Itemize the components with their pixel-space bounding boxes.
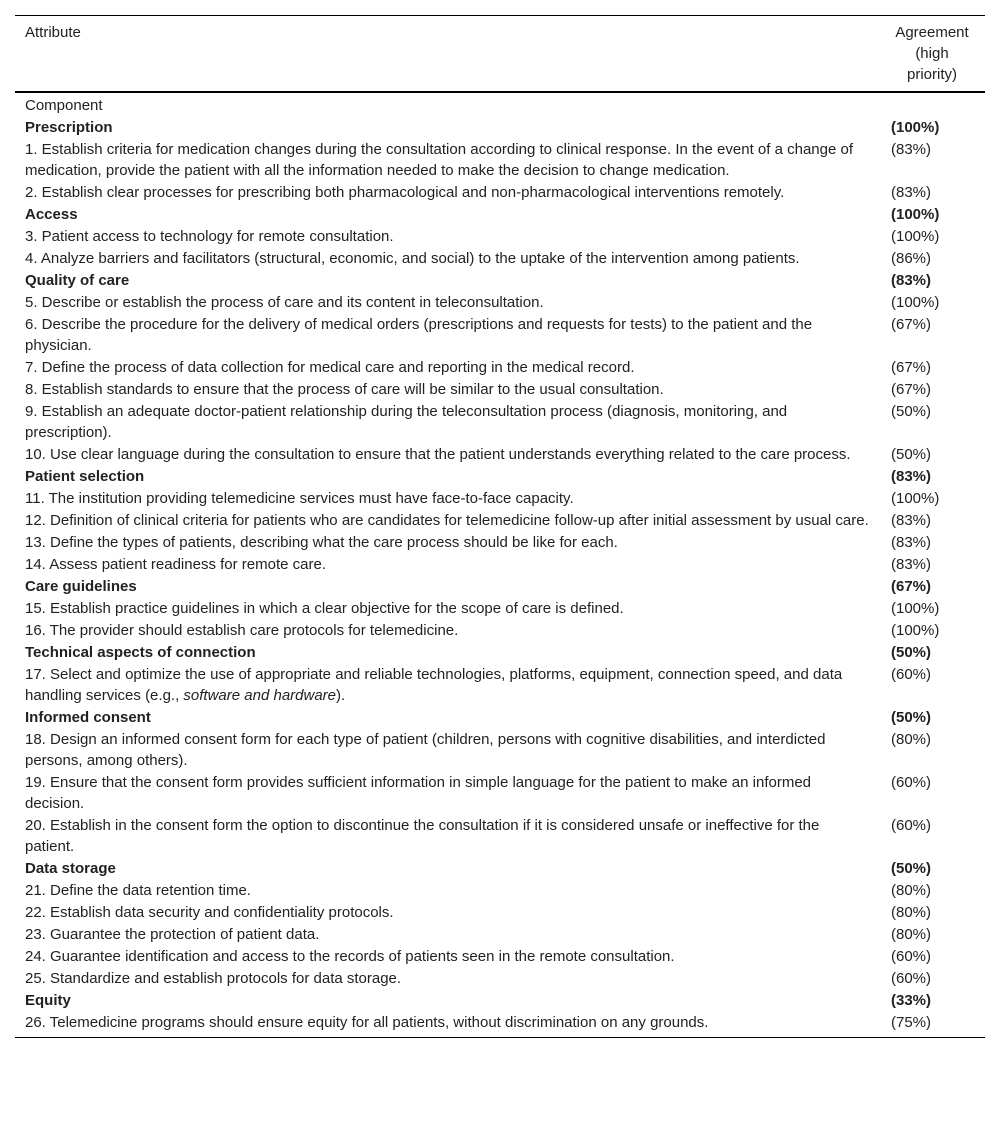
section-row bbox=[15, 989, 985, 1011]
attribute-text: 6. Describe the procedure for the delivery of medical orders (prescriptions and requests for tests) to the patient and the physician. bbox=[25, 316, 813, 354]
attribute-text-part: 17. Select and optimize the use of appropriate and reliable technologies, platforms, equipment, connection speed, and data handling services (e.g., bbox=[25, 666, 843, 704]
table-row bbox=[15, 531, 985, 553]
attribute-text: 8. Establish standards to ensure that the process of care will be similar to the usual consultation. bbox=[25, 381, 664, 398]
section-row bbox=[15, 575, 985, 597]
table-row bbox=[15, 378, 985, 400]
agreement-value: (100%) bbox=[891, 622, 940, 639]
attribute-text: 4. Analyze barriers and facilitators (structural, economic, and social) to the uptake of the intervention among patients. bbox=[25, 250, 800, 267]
attribute-text-part: ). bbox=[336, 687, 346, 704]
section-agreement-value: (50%) bbox=[891, 644, 932, 661]
attribute-text: 2. Establish clear processes for prescribing both pharmacological and non-pharmacological interventions remotely. bbox=[25, 184, 785, 201]
agreement-value: (80%) bbox=[891, 882, 932, 899]
table-row bbox=[15, 400, 985, 443]
table-header bbox=[15, 16, 985, 93]
section-title: Patient selection bbox=[25, 468, 145, 485]
table-row bbox=[15, 553, 985, 575]
agreement-value: (100%) bbox=[891, 294, 940, 311]
component-value bbox=[881, 92, 985, 116]
table-row bbox=[15, 225, 985, 247]
agreement-value: (67%) bbox=[891, 381, 932, 398]
section-agreement-value: (50%) bbox=[891, 860, 932, 877]
table-row bbox=[15, 313, 985, 356]
attribute-text: 13. Define the types of patients, describing what the care process should be like for each. bbox=[25, 534, 618, 551]
table-row bbox=[15, 814, 985, 857]
component-row bbox=[15, 92, 985, 116]
agreement-value: (83%) bbox=[891, 556, 932, 573]
attribute-text: 12. Definition of clinical criteria for patients who are candidates for telemedicine follow-up after initial assessment by usual care. bbox=[25, 512, 869, 529]
agreement-value: (83%) bbox=[891, 141, 932, 158]
attribute-text: 11. The institution providing telemedicine services must have face-to-face capacity. bbox=[25, 490, 574, 507]
table-row bbox=[15, 597, 985, 619]
attribute-text-italic: software and hardware bbox=[183, 687, 337, 704]
table-row bbox=[15, 663, 985, 706]
section-agreement-value: (100%) bbox=[891, 119, 940, 136]
section-agreement-value: (83%) bbox=[891, 468, 932, 485]
table-row bbox=[15, 1011, 985, 1038]
agreement-value: (83%) bbox=[891, 534, 932, 551]
section-row bbox=[15, 857, 985, 879]
agreement-value: (100%) bbox=[891, 490, 940, 507]
table-row bbox=[15, 967, 985, 989]
attribute-header-label: Attribute bbox=[25, 24, 81, 41]
attribute-text: 18. Design an informed consent form for each type of patient (children, persons with cognitive disabilities, and interdicted persons, among others). bbox=[25, 731, 826, 769]
agreement-value: (75%) bbox=[881, 1011, 985, 1038]
agreement-value: (100%) bbox=[891, 600, 940, 617]
column-header-attribute bbox=[15, 16, 881, 93]
table-row bbox=[15, 138, 985, 181]
table-row bbox=[15, 923, 985, 945]
section-title: Equity bbox=[25, 992, 71, 1009]
agreement-value: (80%) bbox=[891, 904, 932, 921]
table-row bbox=[15, 901, 985, 923]
table-row bbox=[15, 945, 985, 967]
section-title: Quality of care bbox=[25, 272, 130, 289]
agreement-value: (60%) bbox=[891, 970, 932, 987]
attribute-text: 14. Assess patient readiness for remote care. bbox=[25, 556, 326, 573]
table-row bbox=[15, 181, 985, 203]
agreement-value: (80%) bbox=[891, 926, 932, 943]
section-title: Technical aspects of connection bbox=[25, 644, 256, 661]
agreement-header-line-3: priority) bbox=[906, 66, 957, 83]
section-row bbox=[15, 641, 985, 663]
agreement-value: (83%) bbox=[891, 184, 932, 201]
agreement-value: (83%) bbox=[891, 512, 932, 529]
column-header-agreement bbox=[881, 16, 985, 93]
table-row bbox=[15, 356, 985, 378]
table-row bbox=[15, 728, 985, 771]
component-label: Component bbox=[25, 97, 103, 114]
section-row bbox=[15, 203, 985, 225]
agreement-value: (100%) bbox=[891, 228, 940, 245]
agreement-value: (80%) bbox=[891, 731, 932, 748]
table-row bbox=[15, 247, 985, 269]
table-row bbox=[15, 509, 985, 531]
section-agreement-value: (50%) bbox=[891, 709, 932, 726]
header-row bbox=[15, 16, 985, 93]
table-row bbox=[15, 879, 985, 901]
agreement-value: (60%) bbox=[891, 948, 932, 965]
agreement-header-line-1: Agreement bbox=[895, 24, 969, 41]
table-row bbox=[15, 443, 985, 465]
section-title: Informed consent bbox=[25, 709, 151, 726]
table-row bbox=[15, 487, 985, 509]
section-agreement-value: (83%) bbox=[891, 272, 932, 289]
attribute-text: 16. The provider should establish care protocols for telemedicine. bbox=[25, 622, 459, 639]
section-agreement-value: (67%) bbox=[891, 578, 932, 595]
section-title: Prescription bbox=[25, 119, 113, 136]
section-agreement-value: (33%) bbox=[891, 992, 932, 1009]
attribute-text: 23. Guarantee the protection of patient data. bbox=[25, 926, 320, 943]
attribute-text: 9. Establish an adequate doctor-patient relationship during the teleconsultation process (diagnosis, monitoring, and prescription). bbox=[25, 403, 788, 441]
agreement-header-line-2: (high bbox=[915, 45, 949, 62]
attribute-text: 24. Guarantee identification and access to the records of patients seen in the remote consultation. bbox=[25, 948, 675, 965]
attribute-text: 7. Define the process of data collection for medical care and reporting in the medical record. bbox=[25, 359, 635, 376]
table-row bbox=[15, 291, 985, 313]
section-title: Data storage bbox=[25, 860, 116, 877]
section-row bbox=[15, 116, 985, 138]
attribute-text: 5. Describe or establish the process of care and its content in teleconsultation. bbox=[25, 294, 544, 311]
attributes-table bbox=[15, 15, 985, 1038]
agreement-value: (67%) bbox=[891, 316, 932, 333]
table-row bbox=[15, 619, 985, 641]
attribute-text: 20. Establish in the consent form the option to discontinue the consultation if it is considered unsafe or ineffective for the patient. bbox=[25, 817, 820, 855]
table-row bbox=[15, 771, 985, 814]
attribute-text: 19. Ensure that the consent form provides sufficient information in simple language for the patient to make an informed decision. bbox=[25, 774, 811, 812]
attribute-text: 10. Use clear language during the consultation to ensure that the patient understands everything related to the care process. bbox=[25, 446, 851, 463]
section-row bbox=[15, 269, 985, 291]
attribute-text: 22. Establish data security and confidentiality protocols. bbox=[25, 904, 394, 921]
agreement-value: (60%) bbox=[891, 774, 932, 791]
agreement-value: (86%) bbox=[891, 250, 932, 267]
agreement-value: (60%) bbox=[891, 666, 932, 683]
section-title: Access bbox=[25, 206, 78, 223]
attribute-text: 21. Define the data retention time. bbox=[25, 882, 251, 899]
attribute-text bbox=[15, 663, 881, 706]
attribute-text: 15. Establish practice guidelines in which a clear objective for the scope of care is defined. bbox=[25, 600, 624, 617]
agreement-value: (50%) bbox=[891, 446, 932, 463]
agreement-value: (67%) bbox=[891, 359, 932, 376]
attribute-text: 26. Telemedicine programs should ensure equity for all patients, without discrimination on any grounds. bbox=[15, 1011, 881, 1038]
table-body bbox=[15, 92, 985, 1038]
attribute-text: 1. Establish criteria for medication changes during the consultation according to clinical response. In the event of a change of medication, provide the patient with all the information needed to make the decision to change medication. bbox=[25, 141, 853, 179]
agreement-value: (50%) bbox=[891, 403, 932, 420]
attribute-text: 3. Patient access to technology for remote consultation. bbox=[25, 228, 394, 245]
section-title: Care guidelines bbox=[25, 578, 137, 595]
attribute-text: 25. Standardize and establish protocols for data storage. bbox=[25, 970, 402, 987]
section-agreement-value: (100%) bbox=[891, 206, 940, 223]
section-row bbox=[15, 706, 985, 728]
agreement-value: (60%) bbox=[891, 817, 932, 834]
section-row bbox=[15, 465, 985, 487]
table-container bbox=[15, 15, 985, 1038]
